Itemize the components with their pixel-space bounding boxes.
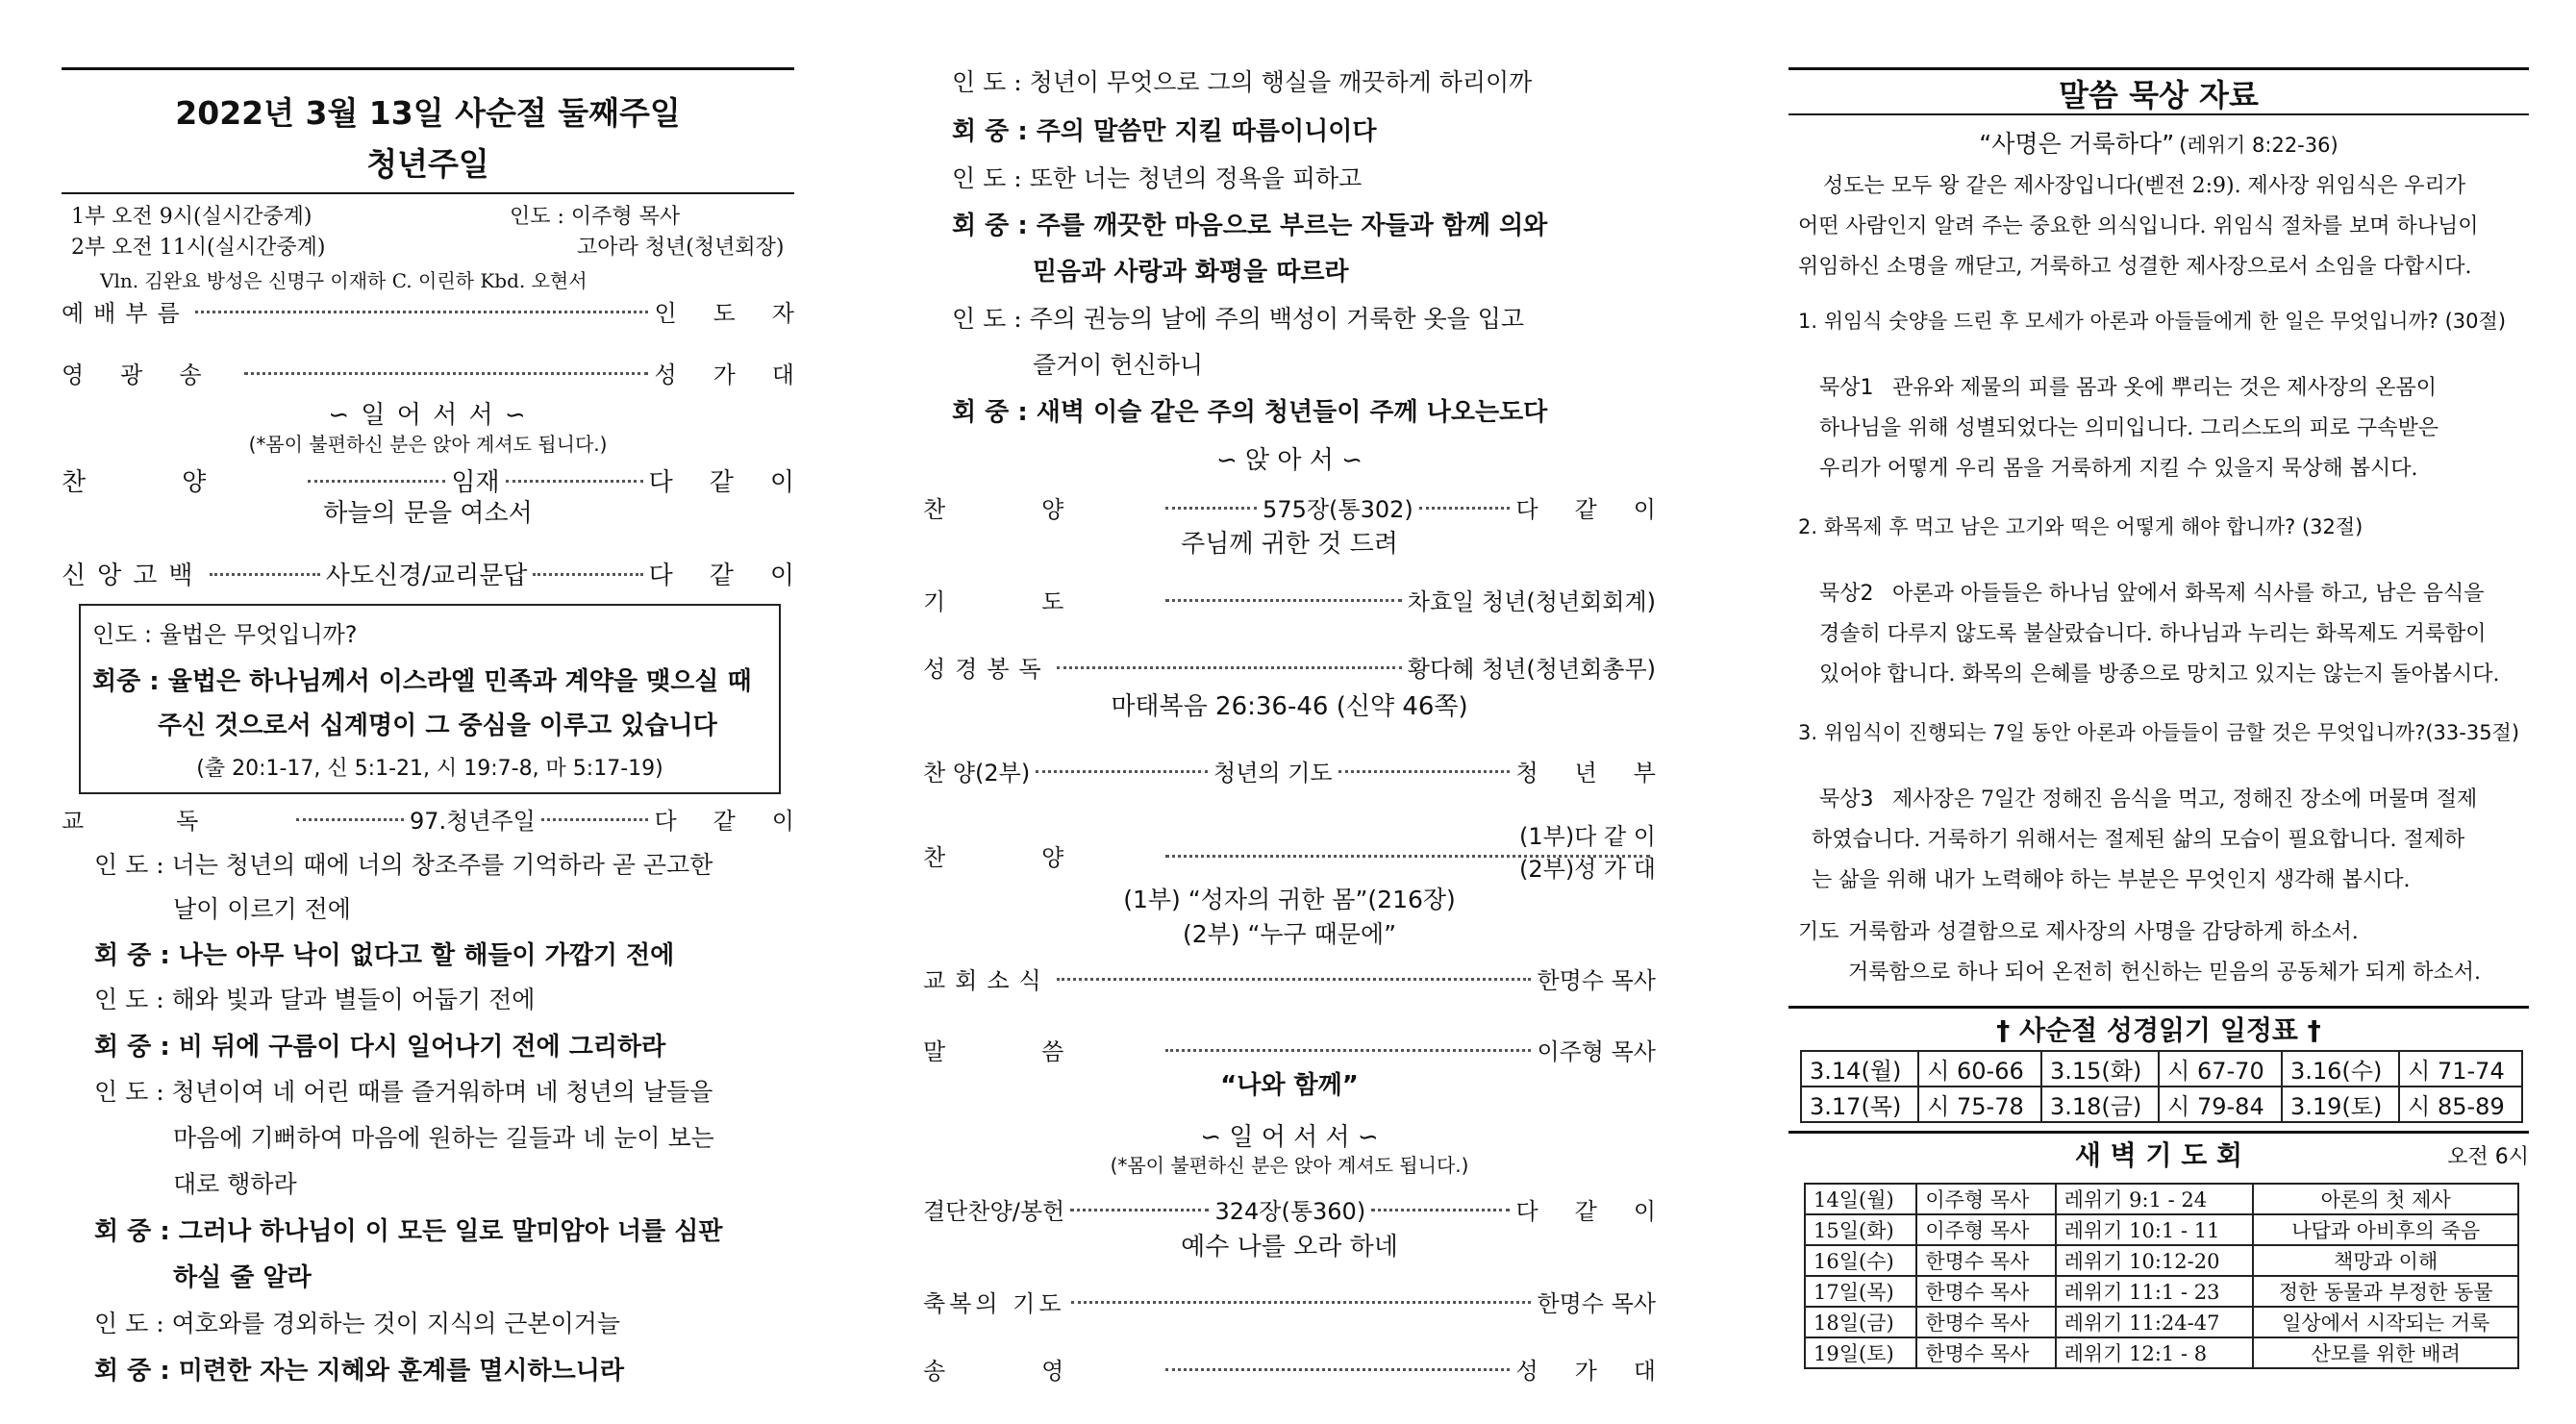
meditation-3-line: 하였습니다. 거룩하기 위해서는 절제된 삶의 모습이 필요합니다. 절제하: [1812, 828, 2465, 852]
dawn-prayer-time: 오전 6시: [2447, 1145, 2529, 1169]
announcements-label: 교회소식: [923, 967, 1051, 994]
reading-line: 회 중 : 나는 아무 낙이 없다고 할 해들이 가깝기 전에: [94, 941, 675, 970]
catechism-question: 인도 : 율법은 무엇입니까?: [92, 621, 358, 648]
table-row: [1805, 1307, 2518, 1337]
table-cell: 3.14(월): [1801, 1051, 1918, 1087]
table-cell: 17일(목): [1805, 1276, 1916, 1307]
table-cell: 14일(월): [1805, 1184, 1916, 1214]
table-cell: 레위기 10:12-20: [2056, 1245, 2254, 1276]
stand-note-2: (*몸이 불편하신 분은 앉아 계셔도 됩니다.): [1110, 1154, 1469, 1177]
service2-leader: 고아라 청년(청년회장): [577, 236, 785, 260]
table-row: [1805, 1276, 2518, 1307]
reading-line: 즐거이 헌신하니: [1033, 351, 1203, 379]
order-youth-anthem: [923, 754, 1692, 787]
table-row: [1801, 1087, 2522, 1122]
table-cell: 15일(화): [1805, 1214, 1916, 1245]
reading-schedule-table: [1800, 1050, 2523, 1123]
reading-line: 인 도 : 해와 빛과 달과 별들이 어둡기 전에: [94, 986, 536, 1013]
order-sermon: [923, 1033, 1656, 1066]
page-title: 2022년 3월 13일 사순절 둘째주일: [175, 94, 681, 132]
reading-schedule-rule: [1788, 1006, 2529, 1009]
hymn2-number: 575장(통302): [1263, 496, 1413, 523]
table-cell: 한명수 목사: [1916, 1276, 2055, 1307]
intro-line: 위임하신 소명을 깨닫고, 거룩하고 성결한 제사장으로서 소임을 다합시다.: [1798, 255, 2472, 279]
stand-note: (*몸이 불편하신 분은 앉아 계셔도 됩니다.): [248, 433, 608, 456]
reading-line: 믿음과 사랑과 화평을 따르라: [1033, 258, 1349, 287]
table-cell: 시 60-66: [1918, 1051, 2041, 1087]
announcements-who: 한명수 목사: [1537, 967, 1656, 994]
question-3: 3. 위임식이 진행되는 7일 동안 아론과 아들들이 금할 것은 무엇입니까?(33-35절): [1798, 721, 2520, 744]
order-announcements: [923, 962, 1656, 995]
benediction-label: 축복의 기도: [923, 1290, 1065, 1317]
dawn-prayer-table: [1804, 1183, 2519, 1369]
meditation-header-rule: [1788, 67, 2529, 70]
table-cell: 나답과 아비후의 죽음: [2253, 1214, 2518, 1245]
anthem-who-1: (1부)다 같 이: [1519, 823, 1656, 850]
anthem-title-2: (2부) “누구 때문에”: [1182, 920, 1397, 948]
table-row: [1805, 1214, 2518, 1245]
table-cell: 시 71-74: [2399, 1051, 2522, 1087]
scripture-reference: 마태복음 26:36-46 (신약 46쪽): [1111, 692, 1468, 721]
reading-line: 인 도 : 너는 청년의 때에 너의 창조주를 기억하라 곧 곤고한: [94, 851, 713, 879]
intro-line: 어떤 사람인지 알려 주는 중요한 의식입니다. 위임식 절차를 보며 하나님이: [1798, 214, 2479, 238]
table-cell: 레위기 11:24-47: [2056, 1307, 2254, 1337]
call-who: 인도자: [654, 300, 831, 327]
scripture-who: 황다혜 청년(청년회총무): [1407, 656, 1656, 683]
meditation-2-label: 묵상2: [1819, 582, 1874, 606]
stand-heading: ∽ 일 어 서 서 ∽: [328, 401, 528, 430]
catechism-answer-1: 회중 : 율법은 하나님께서 이스라엘 민족과 계약을 맺으실 때: [92, 667, 752, 696]
sit-heading: ∽ 앉 아 서 ∽: [1216, 446, 1363, 475]
meditation-1-label: 묵상1: [1819, 376, 1874, 400]
verse-title: “사명은 거룩하다”: [1979, 130, 2175, 158]
table-cell: 한명수 목사: [1916, 1245, 2055, 1276]
table-cell: 3.19(토): [2282, 1087, 2399, 1122]
reading-line: 마음에 기뻐하여 마음에 원하는 길들과 네 눈이 보는: [173, 1124, 714, 1152]
table-cell: 이주형 목사: [1916, 1214, 2055, 1245]
prayer-label: 기도: [923, 588, 1161, 615]
reading-schedule-header: † 사순절 성경읽기 일정표 †: [1996, 1014, 2321, 1046]
sermon-title: “나와 함께”: [1220, 1071, 1359, 1100]
youth-anthem-who: 청년부: [1515, 760, 1692, 787]
hymn2-label: 찬양: [923, 496, 1161, 523]
order-gloria: [62, 356, 831, 389]
table-cell: 3.16(수): [2282, 1051, 2399, 1087]
table-cell: 산모를 위한 배려: [2253, 1337, 2518, 1368]
reading-line: 인 도 : 청년이여 네 어린 때를 즐거워하며 네 청년의 날들을: [94, 1078, 713, 1106]
meditation-1-line: 우리가 어떻게 우리 몸을 거룩하게 지킬 수 있을지 묵상해 봅시다.: [1819, 457, 2418, 481]
offering-number: 324장(통360): [1214, 1198, 1366, 1225]
hymn-title-2: 하늘의 문을 여소서: [323, 499, 533, 528]
stand-heading-2: ∽ 일 어 서 서 ∽: [1200, 1123, 1379, 1152]
service1-leader: 인도 : 이주형 목사: [510, 205, 681, 229]
reading-label: 교독: [62, 808, 291, 835]
title-rule: [62, 192, 794, 194]
table-cell: 3.15(화): [2041, 1051, 2159, 1087]
order-doxology: [923, 1352, 1692, 1386]
doxology-who: 성가대: [1515, 1358, 1692, 1385]
creed-who: 다같이: [648, 562, 831, 590]
dawn-prayer-header: 새 벽 기 도 회: [2074, 1139, 2243, 1171]
meditation-3-line: 제사장은 7일간 정해진 음식을 먹고, 정해진 장소에 머물며 절제: [1892, 787, 2478, 812]
intro-line: 성도는 모두 왕 같은 제사장입니다(벧전 2:9). 제사장 위임식은 우리가: [1823, 174, 2466, 198]
reading-line: 회 중 : 주의 말씀만 지킬 따름이니이다: [952, 117, 1377, 146]
meditation-2-line: 아론과 아들들은 하나님 앞에서 화목제 식사를 하고, 남은 음식을: [1892, 582, 2485, 606]
reading-title: 97.청년주일: [409, 808, 536, 835]
benediction-who: 한명수 목사: [1537, 1290, 1656, 1317]
anthem-who-2: (2부)성 가 대: [1519, 856, 1656, 883]
meditation-1-line: 관유와 제물의 피를 몸과 옷에 뿌리는 것은 제사장의 온몸이: [1892, 376, 2437, 400]
catechism-answer-2: 주신 것으로서 십계명이 그 중심을 이루고 있습니다: [158, 712, 717, 740]
anthem-label: 찬양: [923, 844, 1161, 871]
table-cell: 정한 동물과 부정한 동물: [2253, 1276, 2518, 1307]
reading-line: 인 도 : 여호와를 경외하는 것이 지식의 근본이거늘: [94, 1310, 621, 1337]
table-row: [1805, 1184, 2518, 1214]
creed-title: 사도신경/교리문답: [325, 562, 528, 590]
order-benediction: [923, 1285, 1656, 1318]
table-cell: 한명수 목사: [1916, 1307, 2055, 1337]
offering-who: 다같이: [1515, 1198, 1693, 1225]
meditation-3-label: 묵상3: [1819, 787, 1874, 812]
anthem-title-1: (1부) “성자의 귀한 몸”(216장): [1123, 886, 1456, 913]
reading-line: 대로 행하라: [173, 1170, 297, 1198]
table-row: [1805, 1245, 2518, 1276]
meditation-3-line: 는 삶을 위해 내가 노력해야 하는 부분은 무엇인지 생각해 봅시다.: [1812, 868, 2411, 892]
reading-line: 회 중 : 미련한 자는 지혜와 훈계를 멸시하느니라: [94, 1357, 624, 1386]
table-cell: 한명수 목사: [1916, 1337, 2055, 1368]
youth-anthem-title: 청년의 기도: [1213, 760, 1333, 787]
order-responsive-reading: [62, 802, 831, 836]
reading-line: 회 중 : 주를 깨끗한 마음으로 부르는 자들과 함께 의와: [952, 212, 1548, 240]
hymn2-title: 주님께 귀한 것 드려: [1181, 530, 1398, 559]
reading-line: 인 도 : 또한 너는 청년의 정욕을 피하고: [952, 164, 1363, 192]
sermon-who: 이주형 목사: [1537, 1038, 1656, 1065]
offering-label: 결단찬양/봉헌: [923, 1198, 1065, 1225]
reading-line: 하실 줄 알라: [173, 1263, 312, 1292]
hymn-label: 찬양: [62, 468, 303, 497]
prayer-who: 차효일 청년(청년회회계): [1407, 588, 1656, 615]
table-cell: 19일(토): [1805, 1337, 1916, 1368]
table-cell: 시 75-78: [1918, 1087, 2041, 1122]
page-subtitle: 청년주일: [366, 145, 489, 183]
prayer-line: 거룩함과 성결함으로 제사장의 사명을 감당하게 하소서.: [1848, 920, 2359, 944]
table-cell: 책망과 이해: [2253, 1245, 2518, 1276]
table-cell: 레위기 9:1 - 24: [2056, 1184, 2254, 1214]
creed-label: 신앙고백: [62, 562, 205, 590]
meditation-header-rule-bottom: [1788, 113, 2529, 115]
hymn2-who: 다같이: [1515, 496, 1692, 523]
scripture-label: 성경봉독: [923, 656, 1051, 683]
table-cell: 레위기 10:1 - 11: [2056, 1214, 2254, 1245]
sermon-label: 말씀: [923, 1038, 1161, 1065]
reading-line: 인 도 : 주의 권능의 날에 주의 백성이 거룩한 옷을 입고: [952, 305, 1525, 333]
youth-anthem-label: 찬 양(2부): [923, 760, 1031, 787]
order-prayer: [923, 583, 1656, 616]
table-cell: 레위기 11:1 - 23: [2056, 1276, 2254, 1307]
reading-who: 다같이: [654, 808, 831, 835]
table-cell: 시 67-70: [2159, 1051, 2282, 1087]
question-1: 1. 위임식 숫양을 드린 후 모세가 아론과 아들들에게 한 일은 무엇입니까? (30절): [1798, 310, 2507, 333]
table-cell: 18일(금): [1805, 1307, 1916, 1337]
table-cell: 시 85-89: [2399, 1087, 2522, 1122]
service1-time: 1부 오전 9시(실시간중계): [71, 205, 313, 229]
table-cell: 3.18(금): [2041, 1087, 2159, 1122]
prayer-label: 기도: [1798, 920, 1839, 944]
table-cell: 일상에서 시작되는 거룩: [2253, 1307, 2518, 1337]
service2-time: 2부 오전 11시(실시간중계): [71, 236, 326, 260]
reading-line: 회 중 : 그러나 하나님이 이 모든 일로 말미암아 너를 심판: [94, 1217, 723, 1246]
gloria-who: 성가대: [654, 362, 831, 388]
verse-reference: (레위기 8:22-36): [2179, 134, 2338, 157]
table-cell: 16일(수): [1805, 1245, 1916, 1276]
order-hymn-2: [923, 490, 1692, 524]
gloria-label: 영광송: [62, 362, 238, 388]
table-cell: 3.17(목): [1801, 1087, 1918, 1122]
verse-heading: [1788, 125, 2529, 160]
doxology-label: 송영: [923, 1358, 1161, 1385]
musicians: Vln. 김완요 방성은 신명구 이재하 C. 이린하 Kbd. 오현서: [100, 269, 588, 292]
order-offering: [923, 1192, 1693, 1226]
order-creed: [62, 556, 831, 591]
reading-line: 인 도 : 청년이 무엇으로 그의 행실을 깨끗하게 하리이까: [952, 68, 1533, 96]
catechism-ref: (출 20:1-17, 신 5:1-21, 시 19:7-8, 마 5:17-19): [196, 757, 663, 781]
top-rule: [62, 67, 794, 70]
order-call-to-worship: [62, 294, 831, 328]
meditation-header: 말씀 묵상 자료: [2059, 77, 2259, 113]
reading-line: 회 중 : 비 뒤에 구름이 다시 일어나기 전에 그리하라: [94, 1033, 666, 1062]
meditation-2-line: 있어야 합니다. 화목의 은혜를 방종으로 망치고 있지는 않는지 돌아봅시다.: [1819, 662, 2500, 687]
meditation-1-line: 하나님을 위해 성별되었다는 의미입니다. 그리스도의 피로 구속받은: [1819, 416, 2439, 440]
table-cell: 이주형 목사: [1916, 1184, 2055, 1214]
question-2: 2. 화목제 후 먹고 남은 고기와 떡은 어떻게 해야 합니까? (32절): [1798, 515, 2363, 538]
table-row: [1801, 1051, 2522, 1087]
reading-line: 회 중 : 새벽 이슬 같은 주의 청년들이 주께 나오는도다: [952, 398, 1548, 427]
table-cell: 시 79-84: [2159, 1087, 2282, 1122]
table-cell: 레위기 12:1 - 8: [2056, 1337, 2254, 1368]
table-cell: 아론의 첫 제사: [2253, 1184, 2518, 1214]
order-scripture: [923, 650, 1656, 684]
prayer-line: 거룩함으로 하나 되어 온전히 헌신하는 믿음의 공동체가 되게 하소서.: [1848, 961, 2481, 985]
meditation-2-line: 경솔히 다루지 않도록 불살랐습니다. 하나님과 누리는 화목제도 거룩함이: [1819, 622, 2487, 646]
hymn-title: 임재: [451, 468, 500, 497]
table-row: [1805, 1337, 2518, 1368]
dawn-prayer-rule: [1788, 1131, 2529, 1134]
call-label: 예배부름: [62, 300, 189, 327]
reading-line: 날이 이르기 전에: [173, 895, 351, 923]
offering-title: 예수 나를 오라 하네: [1181, 1233, 1398, 1262]
hymn-who: 다같이: [648, 468, 832, 497]
